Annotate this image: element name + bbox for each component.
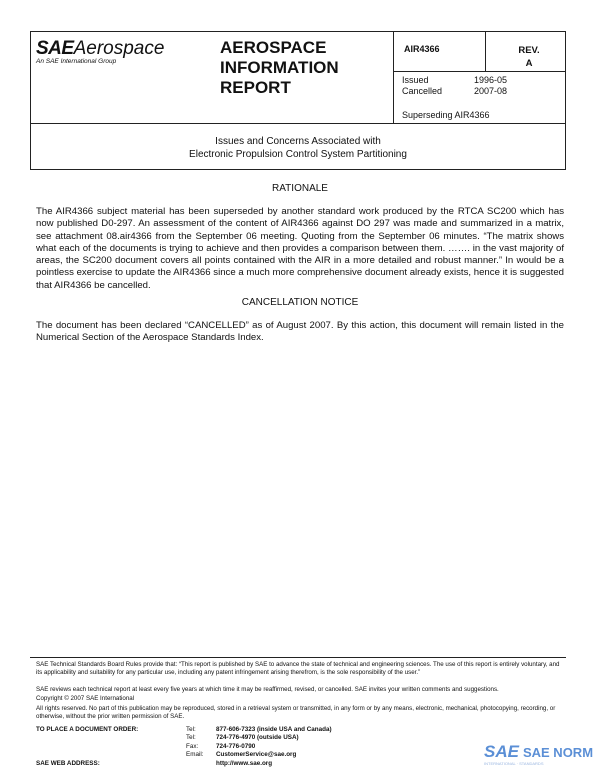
- title-line-1: Issues and Concerns Associated with: [215, 136, 381, 147]
- watermark-sub: INTERNATIONAL · STANDARDS: [484, 761, 544, 766]
- logo-product: Aerospace: [73, 38, 165, 59]
- tel2-value: 724-776-4970 (outside USA): [216, 734, 299, 742]
- revision: [514, 44, 544, 70]
- document-title: [30, 135, 566, 161]
- issued-value: 1996-05: [474, 75, 508, 85]
- sae-norm-watermark: [484, 742, 594, 766]
- rationale-heading: RATIONALE: [272, 183, 328, 194]
- web-address: http://www.sae.org: [216, 759, 273, 767]
- web-label: SAE WEB ADDRESS:: [36, 759, 100, 767]
- document-type: AEROSPACE INFORMATION REPORT: [220, 38, 339, 97]
- tel1-label: Tel:: [186, 726, 196, 733]
- fax-value: 724-776-0790: [216, 742, 256, 750]
- tel2-label: Tel:: [186, 734, 196, 742]
- footer-copyright: Copyright © 2007 SAE International: [36, 695, 135, 702]
- footer-rights: All rights reserved. No part of this publication may be reproduced, stored in a retrieval system or transmitted, in any form or by any means, electronic, mechanical, photocopying, recording, or otherwise, without the prior written permission of SAE.: [36, 705, 556, 721]
- fax-label: Fax:: [186, 742, 199, 750]
- rationale-text: The AIR4366 subject material has been superseded by another standard work produced by the RTCA SC200 which has now published D0-297. An assessment of the content of AIR4366 against DO 297 was made and summarized in a matrix, see attachment 08.air4366 from the September 06 meeting. Quoting from the September 06 minutes. “The matrix shows what each of the documents is trying to achieve and then provides a comparison between them. ……. in the vast majority of areas, the SC200 document covers all points contained with the AIR in a more detailed and robust manner.” In would be a pointless exercise to update the AIR4366 since a much more comprehensive document already exists, hence it is suggested that AIR4366 be cancelled.: [36, 206, 564, 291]
- email-value: CustomerService@sae.org: [216, 751, 297, 759]
- footer-divider: [30, 657, 566, 658]
- document-dates: [402, 75, 507, 97]
- sae-aerospace-logo: [36, 38, 164, 65]
- revision-label: REV.: [518, 45, 540, 56]
- cancellation-text: The document has been declared “CANCELLED” as of August 2007. By this action, this document will remain listed in the Numerical Section of the Aerospace Standards Index.: [36, 320, 564, 344]
- document-number: AIR4366: [404, 44, 440, 54]
- order-label: TO PLACE A DOCUMENT ORDER:: [36, 726, 139, 733]
- order-info: [36, 726, 332, 768]
- revision-value: A: [525, 58, 533, 69]
- logo-brand: SAE: [36, 38, 74, 59]
- tel1-value: 877-606-7323 (inside USA and Canada): [216, 726, 332, 733]
- cancellation-heading: CANCELLATION NOTICE: [241, 297, 359, 308]
- watermark-text: SAE NORM: [522, 744, 594, 760]
- title-line-2: Electronic Propulsion Control System Partitioning: [189, 149, 407, 160]
- logo-group: An SAE International Group: [36, 58, 117, 65]
- footer-review: SAE reviews each technical report at least every five years at which time it may be reaffirmed, revised, or cancelled. SAE invites your written comments and suggestions.: [36, 686, 499, 693]
- cancelled-value: 2007-08: [474, 86, 508, 96]
- email-label: Email:: [186, 751, 204, 759]
- footer-rules: SAE Technical Standards Board Rules provide that: “This report is published by SAE to advance the state of technical and engineering sciences. The use of this report is entirely voluntary, and its applicability and suitability for any particular use, including any patent infringement arising therefrom, is the sole responsibility of the user.”: [36, 661, 560, 677]
- watermark-mark: SAE: [484, 742, 519, 761]
- issued-label: Issued: [402, 75, 429, 85]
- superseding-note: Superseding AIR4366: [402, 110, 490, 120]
- cancelled-label: Cancelled: [402, 86, 443, 96]
